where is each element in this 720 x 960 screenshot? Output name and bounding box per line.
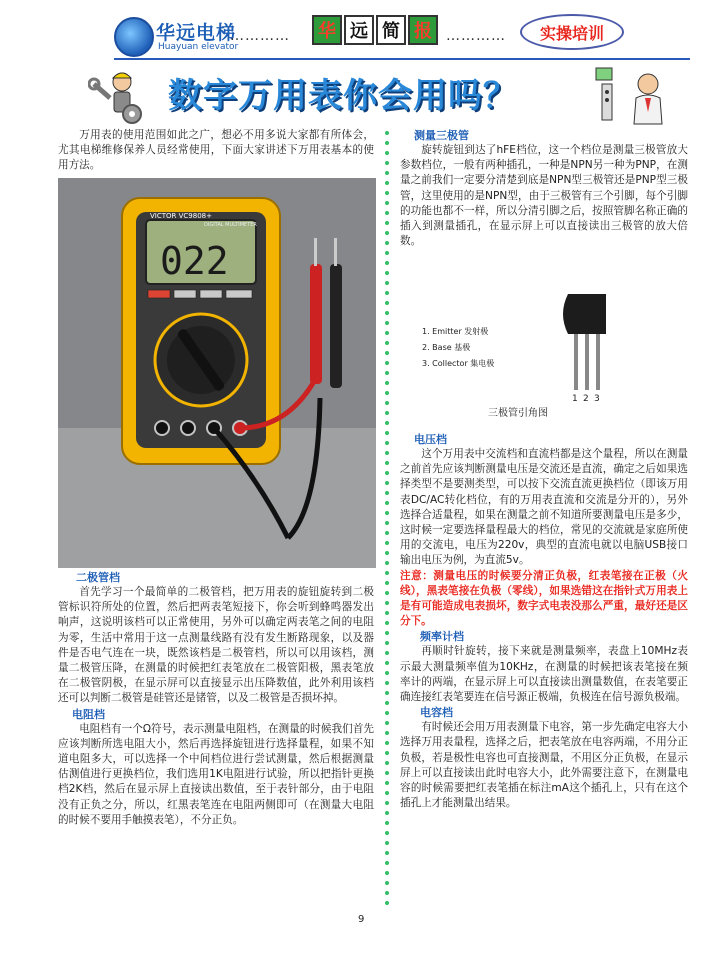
pin-label-emitter: 1. Emitter 发射极 — [422, 327, 489, 336]
intro-paragraph: 万用表的使用范围如此之广，想必不用多说大家都有所体会，尤其电梯维修保养人员经常使用，下面大家讲述下万用表基本的使用方法。 — [58, 129, 374, 172]
voltage-heading: 电压档 — [414, 433, 447, 446]
left-column-lower — [58, 570, 374, 828]
resistor-heading: 电阻档 — [72, 707, 105, 721]
page-title: 数字万用表你会用吗？ — [168, 76, 518, 116]
meter-reading: 022 — [160, 239, 229, 283]
header-rule — [114, 58, 690, 60]
capacitor-paragraph: 有时候还会用万用表测量下电容，第一步先确定电容大小选择万用表量程，选择之后，把表笔放在电容两端，不用分正负极，若是极性电容也可直接测量，不用区分正负极，在显示屏上可以直接读出此时电容大小，此外需要注意下，在测量电容的时候需要把红表笔插在标注mA这个插孔上，只有在这个插孔上才能测量出结果。 — [400, 721, 688, 810]
transistor-figure-caption: 三极管引角图 — [488, 408, 548, 419]
brand-name-cn: 华远电梯 — [156, 22, 237, 44]
frequency-heading: 频率计档 — [420, 630, 464, 644]
meter-brand-text: VICTOR VC9808+ — [150, 212, 212, 220]
nameplate-char-3: 简 — [376, 15, 406, 45]
elevator-man-icon — [592, 64, 672, 126]
transistor-paragraph: 旋转旋钮到达了hFE档位，这一个档位是测量三极管放大参数档位，一般有两种插孔，一种是NPN另一种为PNP，在测量之前我们一定要分清楚到底是NPN型三极管还是PNP型三极管，这里使用的是NPN型，由于三极管有三个引脚，每个引脚的功能也都不一样，所以分清引脚之后，按照管脚名称正确的插入到测量插孔，在显示屏上可以直接读出三极管的放大倍数。 — [400, 144, 688, 248]
meter-label-text: DIGITAL MULTIMETER — [204, 222, 257, 228]
brand-name-en: Huayuan elevator — [158, 42, 239, 52]
header-dots-left: ………… — [230, 28, 290, 44]
right-column — [400, 128, 688, 249]
diode-heading: 二极管档 — [76, 571, 120, 584]
frequency-paragraph: 再顺时针旋转，接下来就是测量频率，表盘上10MHz表示最大测量频率值为10KHz，在测量的时候把该表笔接在频率计的两端，在显示屏上可以直接读出测量数值，在表笔要正确连接红表笔要连在信号源正极端，负极连在信号源负极端。 — [400, 645, 688, 704]
right-column-lower — [400, 432, 688, 811]
page-header — [0, 0, 720, 62]
pin-number-3: 3 — [594, 394, 600, 404]
capacitor-heading: 电容档 — [420, 706, 453, 720]
diode-paragraph: 首先学习一个最简单的二极管档，把万用表的旋钮旋转到二极管标识符所处的位置，然后把两表笔短接下，你会听到蜂鸣器发出响声，这说明该档可以正常使用，另外可以确定两表笔之间的电阻为零，生活中常用于这一点测量线路有没有发生断路现象，以及器件是否电气连在一块，既然该档是二极管档，所以可以用该档，测量二极管压降，在测量的时候把红表笔放在二极管阳极，黑表笔放在二极管阴极，在显示屏可以直接显示出压降数值，此外利用该档还可以判断二极管是硅管还是锗管，以及二极管是否损坏掉。 — [58, 586, 374, 705]
nameplate-char-4: 报 — [408, 15, 438, 45]
newsletter-nameplate — [312, 15, 440, 45]
pin-label-base: 2. Base 基极 — [422, 343, 471, 352]
resistor-paragraph: 电阻档有一个Ω符号，表示测量电阻档，在测量的时候我们首先应该判断所选电阻大小，然后再选择旋钮进行选择量程，如果不知道电阻多大，可以选择一个中间档位进行尝试测量，然后根据测量估测值进行更换档位，我们选用1K电阻进行试验，所以把指针更换档2K档，然后在显示屏上直接读出数值，至于表针部分，由于电阻没有正负之分，所以，红黑表笔连在电阻两侧即可（在测量大电阻的时候不要用手触摸表笔），不分正负。 — [58, 722, 374, 826]
voltage-warning: 注意：测量电压的时候要分清正负极，红表笔接在正极（火线），黑表笔接在负极（零线），如果选错这在指针式万用表上是有可能造成电表损坏，数字式电表没那么严重，最好还是区分下。 — [400, 569, 688, 628]
nameplate-char-2: 远 — [344, 15, 374, 45]
nameplate-char-1: 华 — [312, 15, 342, 45]
page-number: 9 — [358, 914, 365, 925]
worker-with-wrench-icon — [88, 64, 150, 126]
transistor-heading: 测量三极管 — [414, 129, 469, 142]
column-divider — [384, 128, 390, 908]
company-logo — [114, 17, 154, 57]
multimeter-photo — [58, 178, 376, 568]
pin-number-1: 1 — [572, 394, 578, 404]
header-dots-right: ………… — [446, 28, 506, 44]
voltage-paragraph: 这个万用表中交流档和直流档都是这个量程，所以在测量之前首先应该判断测量电压是交流还是直流，确定之后如果选择类型不是要测类型，可以按下交流直流更换档位（即该万用表DC/AC转化档位，有的万用表直流和交流是分开的），另外选择合适量程，如果在测量之前不知道所要测量电压是多少，这时候一定要选择量程最大的档位，常见的交流就是家庭所使用的交流电，电压为220v，典型的直流电就以电脑USB接口输出电压为例，为直流5v。 — [400, 448, 688, 567]
left-column — [58, 128, 374, 174]
pin-label-collector: 3. Collector 集电极 — [422, 359, 495, 368]
pin-number-2: 2 — [583, 394, 589, 404]
transistor-pinout-figure — [418, 284, 618, 404]
section-badge: 实操培训 — [520, 14, 624, 50]
